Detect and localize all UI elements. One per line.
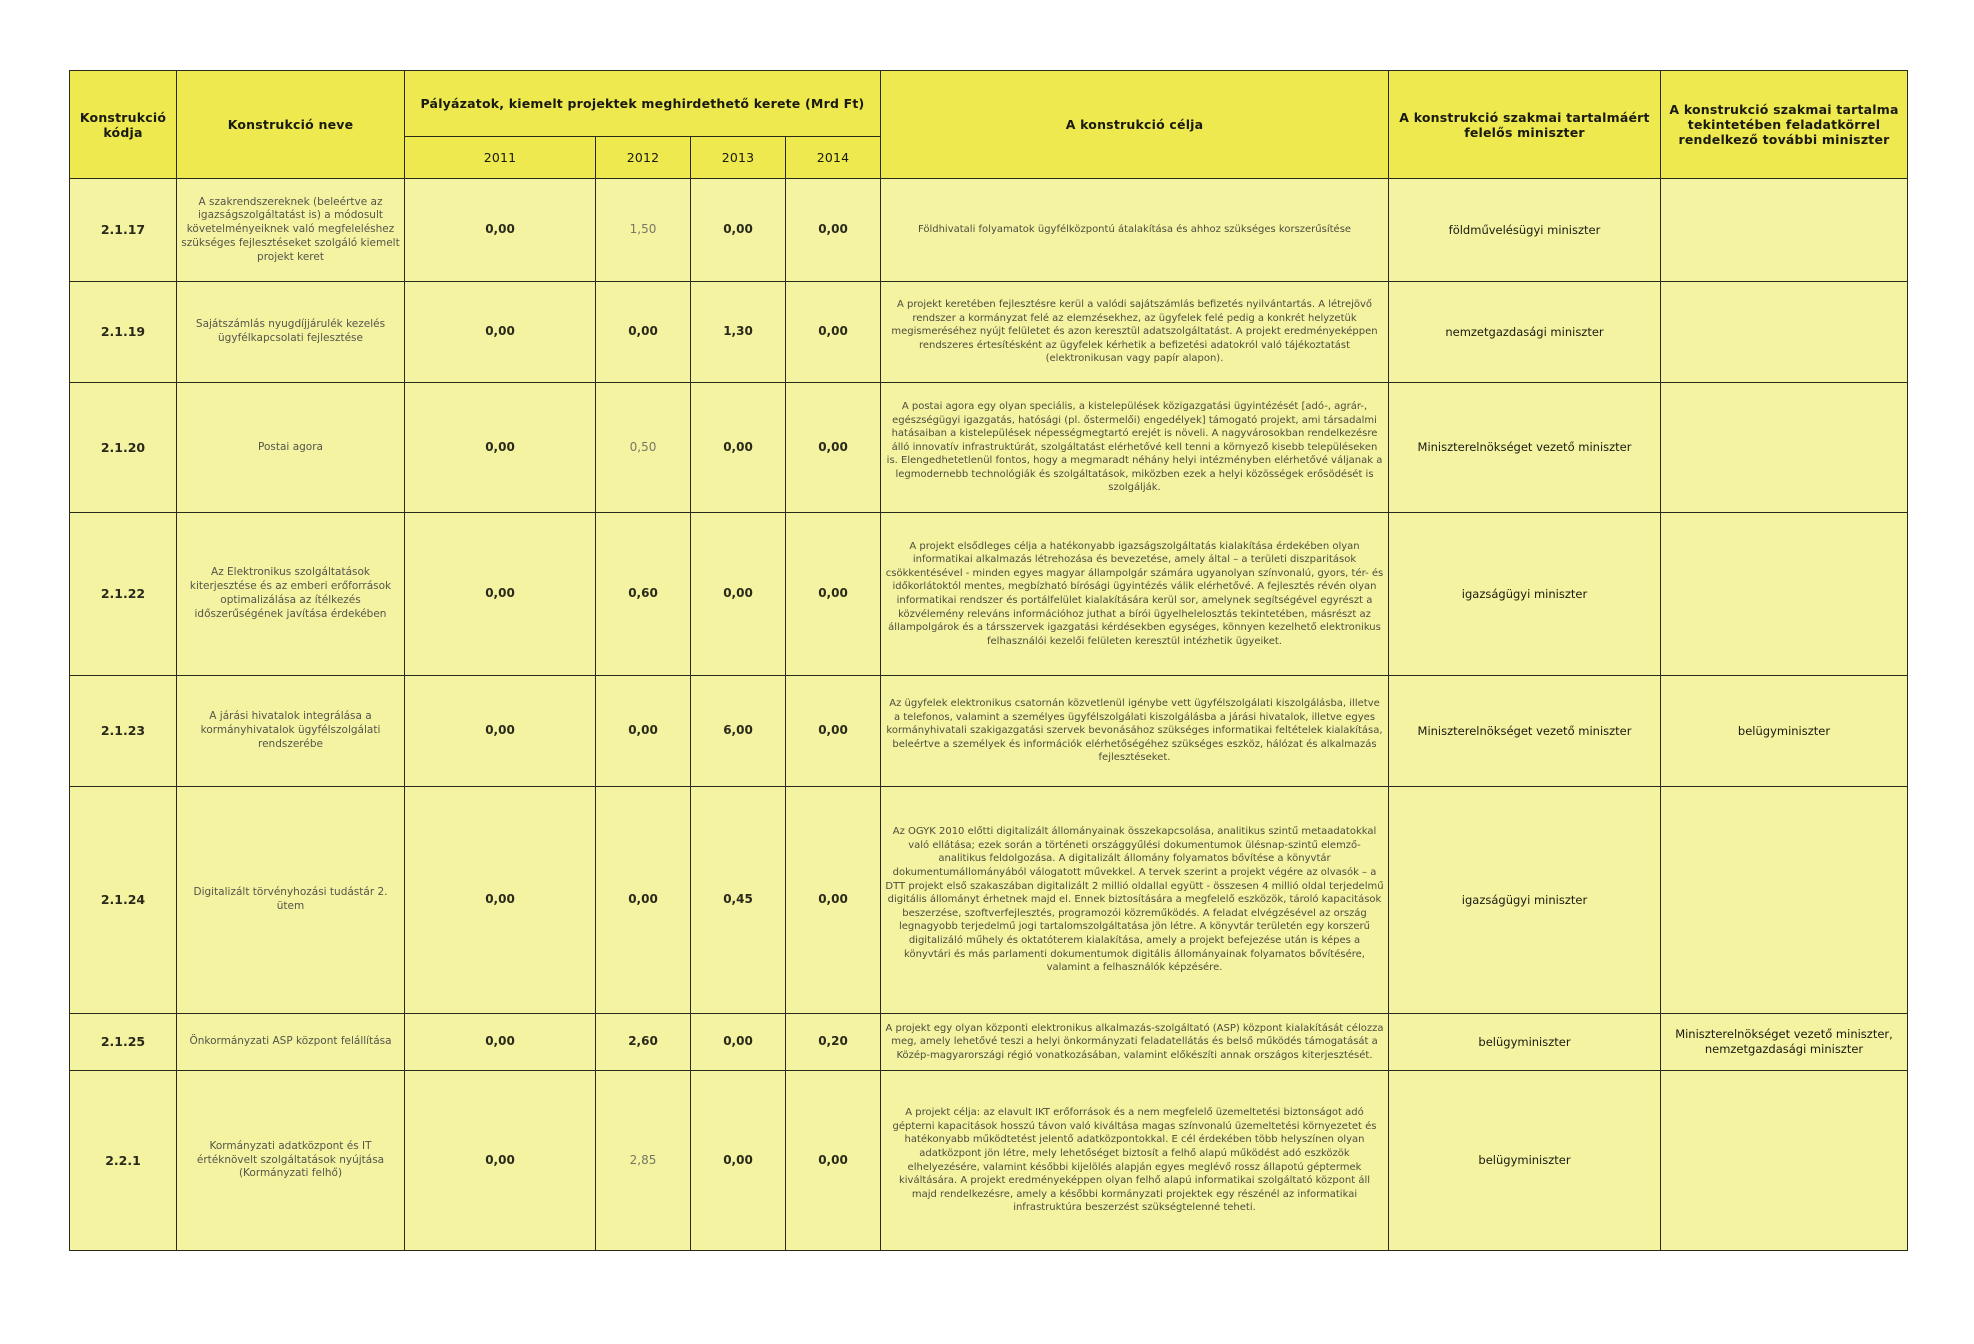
row-value-2012: 0,00 xyxy=(596,787,691,1014)
row-value-2011: 0,00 xyxy=(405,787,596,1014)
header-other-minister: A konstrukció szakmai tartalma tekintetében feladatkörrel rendelkező további miniszter xyxy=(1661,71,1908,179)
row-value-2012: 0,00 xyxy=(596,282,691,383)
header-budget: Pályázatok, kiemelt projektek meghirdethető kerete (Mrd Ft) xyxy=(405,71,881,137)
row-name: A szakrendszereknek (beleértve az igazságszolgáltatást is) a módosult követelményeiknek való megfeleléshez szükséges fejlesztéseket szolgáló kiemelt projekt keret xyxy=(177,179,405,282)
row-name: Postai agora xyxy=(177,383,405,513)
row-code: 2.2.1 xyxy=(70,1071,177,1251)
row-goal: A projekt egy olyan központi elektronikus alkalmazás-szolgáltató (ASP) központ kialakítását célozza meg, amely lehetővé teszi a helyi önkormányzati feladatellátás és belső működés támogatását a Közép-magyarországi régió vonatkozásában, valamint előkészíti annak országos kiterjesztését. xyxy=(881,1014,1389,1071)
row-minister: belügyminiszter xyxy=(1389,1071,1661,1251)
row-value-2011: 0,00 xyxy=(405,179,596,282)
row-value-2013: 1,30 xyxy=(691,282,786,383)
header-minister: A konstrukció szakmai tartalmáért felelős miniszter xyxy=(1389,71,1661,179)
row-value-2014: 0,00 xyxy=(786,513,881,676)
row-value-2011: 0,00 xyxy=(405,1014,596,1071)
row-value-2014: 0,00 xyxy=(786,1071,881,1251)
row-other-minister: belügyminiszter xyxy=(1661,676,1908,787)
row-value-2014: 0,00 xyxy=(786,179,881,282)
table-row xyxy=(70,383,1908,513)
row-code: 2.1.25 xyxy=(70,1014,177,1071)
row-minister: belügyminiszter xyxy=(1389,1014,1661,1071)
row-value-2013: 0,00 xyxy=(691,513,786,676)
row-value-2014: 0,00 xyxy=(786,787,881,1014)
row-value-2013: 0,45 xyxy=(691,787,786,1014)
row-value-2011: 0,00 xyxy=(405,1071,596,1251)
row-code: 2.1.24 xyxy=(70,787,177,1014)
row-code: 2.1.17 xyxy=(70,179,177,282)
row-other-minister xyxy=(1661,282,1908,383)
row-code: 2.1.20 xyxy=(70,383,177,513)
row-goal: A projekt keretében fejlesztésre kerül a valódi sajátszámlás befizetés nyilvántartás. A létrejövő rendszer a kormányzat felé az elemzésekhez, az ügyfelek felé pedig a konkrét helyzetük megismeréséhez nyújt felületet és azon keresztül adatszolgáltatást. A projekt eredményeképpen rendszeres értesítésként az ügyfelek kérhetik a befizetési adatokról való tájékoztatást (elektronikusan vagy papír alapon). xyxy=(881,282,1389,383)
row-name: Az Elektronikus szolgáltatások kiterjesztése és az emberi erőforrások optimalizálása az ítélkezés időszerűségének javítása érdekében xyxy=(177,513,405,676)
header-code: Konstrukció kódja xyxy=(70,71,177,179)
row-value-2011: 0,00 xyxy=(405,383,596,513)
row-goal: Az OGYK 2010 előtti digitalizált állományainak összekapcsolása, analitikus szintű metaadatokkal való ellátása; ezek során a történeti országgyűlési dokumentumok ülésnap-szintű elemző-analitikus feldolgozása. A digitalizált állomány folyamatos bővítése a könyvtár dokumentumállományából válogatott művekkel. A tervek szerint a projekt végére az olvasók – a DTT projekt első szakaszában digitalizált 2 millió oldallal együtt - összesen 4 millió oldal terjedelmű digitális állományt érhetnek majd el. Ennek biztosítására a megfelelő eszközök, tároló kapacitások beszerzése, szoftverfejlesztés, programozói közreműködés. A feladat elvégzésével az ország legnagyobb terjedelmű jogi tartalomszolgáltatása jön létre. A könyvtár területén egy korszerű digitalizáló műhely és oktatóterem kialakítása, amely a projekt befejezése után is képes a könyvtári és más parlamenti dokumentumok digitális állományainak folyamatos bővítésére, valamint a felhasználók képzésére. xyxy=(881,787,1389,1014)
table-row xyxy=(70,179,1908,282)
header-name: Konstrukció neve xyxy=(177,71,405,179)
row-value-2012: 1,50 xyxy=(596,179,691,282)
row-code: 2.1.22 xyxy=(70,513,177,676)
table-row xyxy=(70,513,1908,676)
row-value-2014: 0,00 xyxy=(786,676,881,787)
row-value-2014: 0,00 xyxy=(786,282,881,383)
row-name: Digitalizált törvényhozási tudástár 2. ütem xyxy=(177,787,405,1014)
row-other-minister xyxy=(1661,1071,1908,1251)
header-year-2013: 2013 xyxy=(691,137,786,179)
table-row xyxy=(70,676,1908,787)
row-minister: nemzetgazdasági miniszter xyxy=(1389,282,1661,383)
row-other-minister: Miniszterelnökséget vezető miniszter, nemzetgazdasági miniszter xyxy=(1661,1014,1908,1071)
header-year-2014: 2014 xyxy=(786,137,881,179)
row-value-2014: 0,20 xyxy=(786,1014,881,1071)
row-value-2014: 0,00 xyxy=(786,383,881,513)
row-minister: igazságügyi miniszter xyxy=(1389,513,1661,676)
row-name: A járási hivatalok integrálása a kormányhivatalok ügyfélszolgálati rendszerébe xyxy=(177,676,405,787)
row-goal: Földhivatali folyamatok ügyfélközpontú átalakítása és ahhoz szükséges korszerűsítése xyxy=(881,179,1389,282)
row-value-2013: 0,00 xyxy=(691,1014,786,1071)
table-row xyxy=(70,1014,1908,1071)
row-value-2012: 2,60 xyxy=(596,1014,691,1071)
row-value-2012: 0,60 xyxy=(596,513,691,676)
row-other-minister xyxy=(1661,513,1908,676)
header-year-2011: 2011 xyxy=(405,137,596,179)
row-minister: igazságügyi miniszter xyxy=(1389,787,1661,1014)
header-year-2012: 2012 xyxy=(596,137,691,179)
row-goal: Az ügyfelek elektronikus csatornán közvetlenül igénybe vett ügyfélszolgálati kiszolgálásba, illetve a telefonos, valamint a személyes ügyfélszolgálati kiszolgálásba a járási hivatalok, illetve egyes kormányhivatali szakigazgatási szervek bevonásához szükséges informatikai feltételek kialakítása, beleértve a személyek és információk elérhetőségéhez szükséges eszköz, hálózat és alkalmazás fejlesztéseket. xyxy=(881,676,1389,787)
row-code: 2.1.19 xyxy=(70,282,177,383)
row-name: Önkormányzati ASP központ felállítása xyxy=(177,1014,405,1071)
row-value-2013: 0,00 xyxy=(691,1071,786,1251)
row-goal: A projekt célja: az elavult IKT erőforrások és a nem megfelelő üzemeltetési biztonságot adó gépterni kapacitások hosszú távon való kiváltása magas színvonalú üzemeltetési környezetet és hatékonyabb működtetést jelentő adatközpontokkal. E cél érdekében több helyszínen olyan adatközpont jön létre, mely lehetőséget biztosít a felhő alapú működést adó eszközök elhelyezésére, valamint későbbi kijelölés alapján egyes meglévő rossz állapotú géptermek kiváltására. A projekt eredményeképpen olyan felhő alapú informatikai szolgáltató központ áll majd rendelkezésre, amely a későbbi kormányzati projektek egy részénél az informatikai infrastruktúra beszerzést szükségtelenné teheti. xyxy=(881,1071,1389,1251)
row-value-2011: 0,00 xyxy=(405,282,596,383)
row-other-minister xyxy=(1661,787,1908,1014)
row-value-2013: 0,00 xyxy=(691,179,786,282)
row-other-minister xyxy=(1661,383,1908,513)
row-goal: A postai agora egy olyan speciális, a kistelepülések közigazgatási ügyintézését [adó-, agrár-, egészségügyi igazgatás, hatósági (pl. őstermelői) engedélyek] támogató projekt, ami társadalmi hatásaiban a kistelepülések népességmegtartó erejét is növeli. A nagyvárosokban rendelkezésre álló innovatív infrastruktúrát, szolgáltatást elérhetővé kell tenni a környező kisebb településeken is. Elengedhetetlenül fontos, hogy a megmaradt néhány helyi intézményben elérhetővé váljanak a legmodernebb technológiák és szolgáltatások, miközben ezek a helyi közösségek erősödését is szolgálják. xyxy=(881,383,1389,513)
row-value-2013: 6,00 xyxy=(691,676,786,787)
row-value-2011: 0,00 xyxy=(405,513,596,676)
row-value-2011: 0,00 xyxy=(405,676,596,787)
header-goal: A konstrukció célja xyxy=(881,71,1389,179)
row-code: 2.1.23 xyxy=(70,676,177,787)
table-row xyxy=(70,787,1908,1014)
table-row xyxy=(70,282,1908,383)
row-minister: földművelésügyi miniszter xyxy=(1389,179,1661,282)
row-goal: A projekt elsődleges célja a hatékonyabb igazságszolgáltatás kialakítása érdekében olyan informatikai alkalmazás létrehozása és bevezetése, amely által – a területi diszparitások csökkentésével - minden egyes magyar állampolgár számára ugyanolyan színvonalú, gyors, tér- és időkorlátoktól mentes, megbízható bírósági ügyintézés válik elérhetővé. A fejlesztés révén olyan informatikai rendszer és portálfelület kialakítására kerül sor, amelynek segítségével egyrészt a közvélemény releváns információhoz juthat a bírói ügyelhelelosztás tekintetében, másrészt az állampolgárok és a társszervek igazgatási kérdésekben egységes, könnyen kezelhető elektronikus felhasználói kezelői felületen keresztül intézhetik ügyeiket. xyxy=(881,513,1389,676)
row-name: Sajátszámlás nyugdíjjárulék kezelés ügyfélkapcsolati fejlesztése xyxy=(177,282,405,383)
row-value-2012: 0,50 xyxy=(596,383,691,513)
row-value-2012: 0,00 xyxy=(596,676,691,787)
row-other-minister xyxy=(1661,179,1908,282)
table-row xyxy=(70,1071,1908,1251)
row-value-2013: 0,00 xyxy=(691,383,786,513)
row-minister: Miniszterelnökséget vezető miniszter xyxy=(1389,676,1661,787)
row-value-2012: 2,85 xyxy=(596,1071,691,1251)
row-name: Kormányzati adatközpont és IT értéknövelt szolgáltatások nyújtása (Kormányzati felhő) xyxy=(177,1071,405,1251)
row-minister: Miniszterelnökséget vezető miniszter xyxy=(1389,383,1661,513)
construction-table xyxy=(69,70,1908,1251)
